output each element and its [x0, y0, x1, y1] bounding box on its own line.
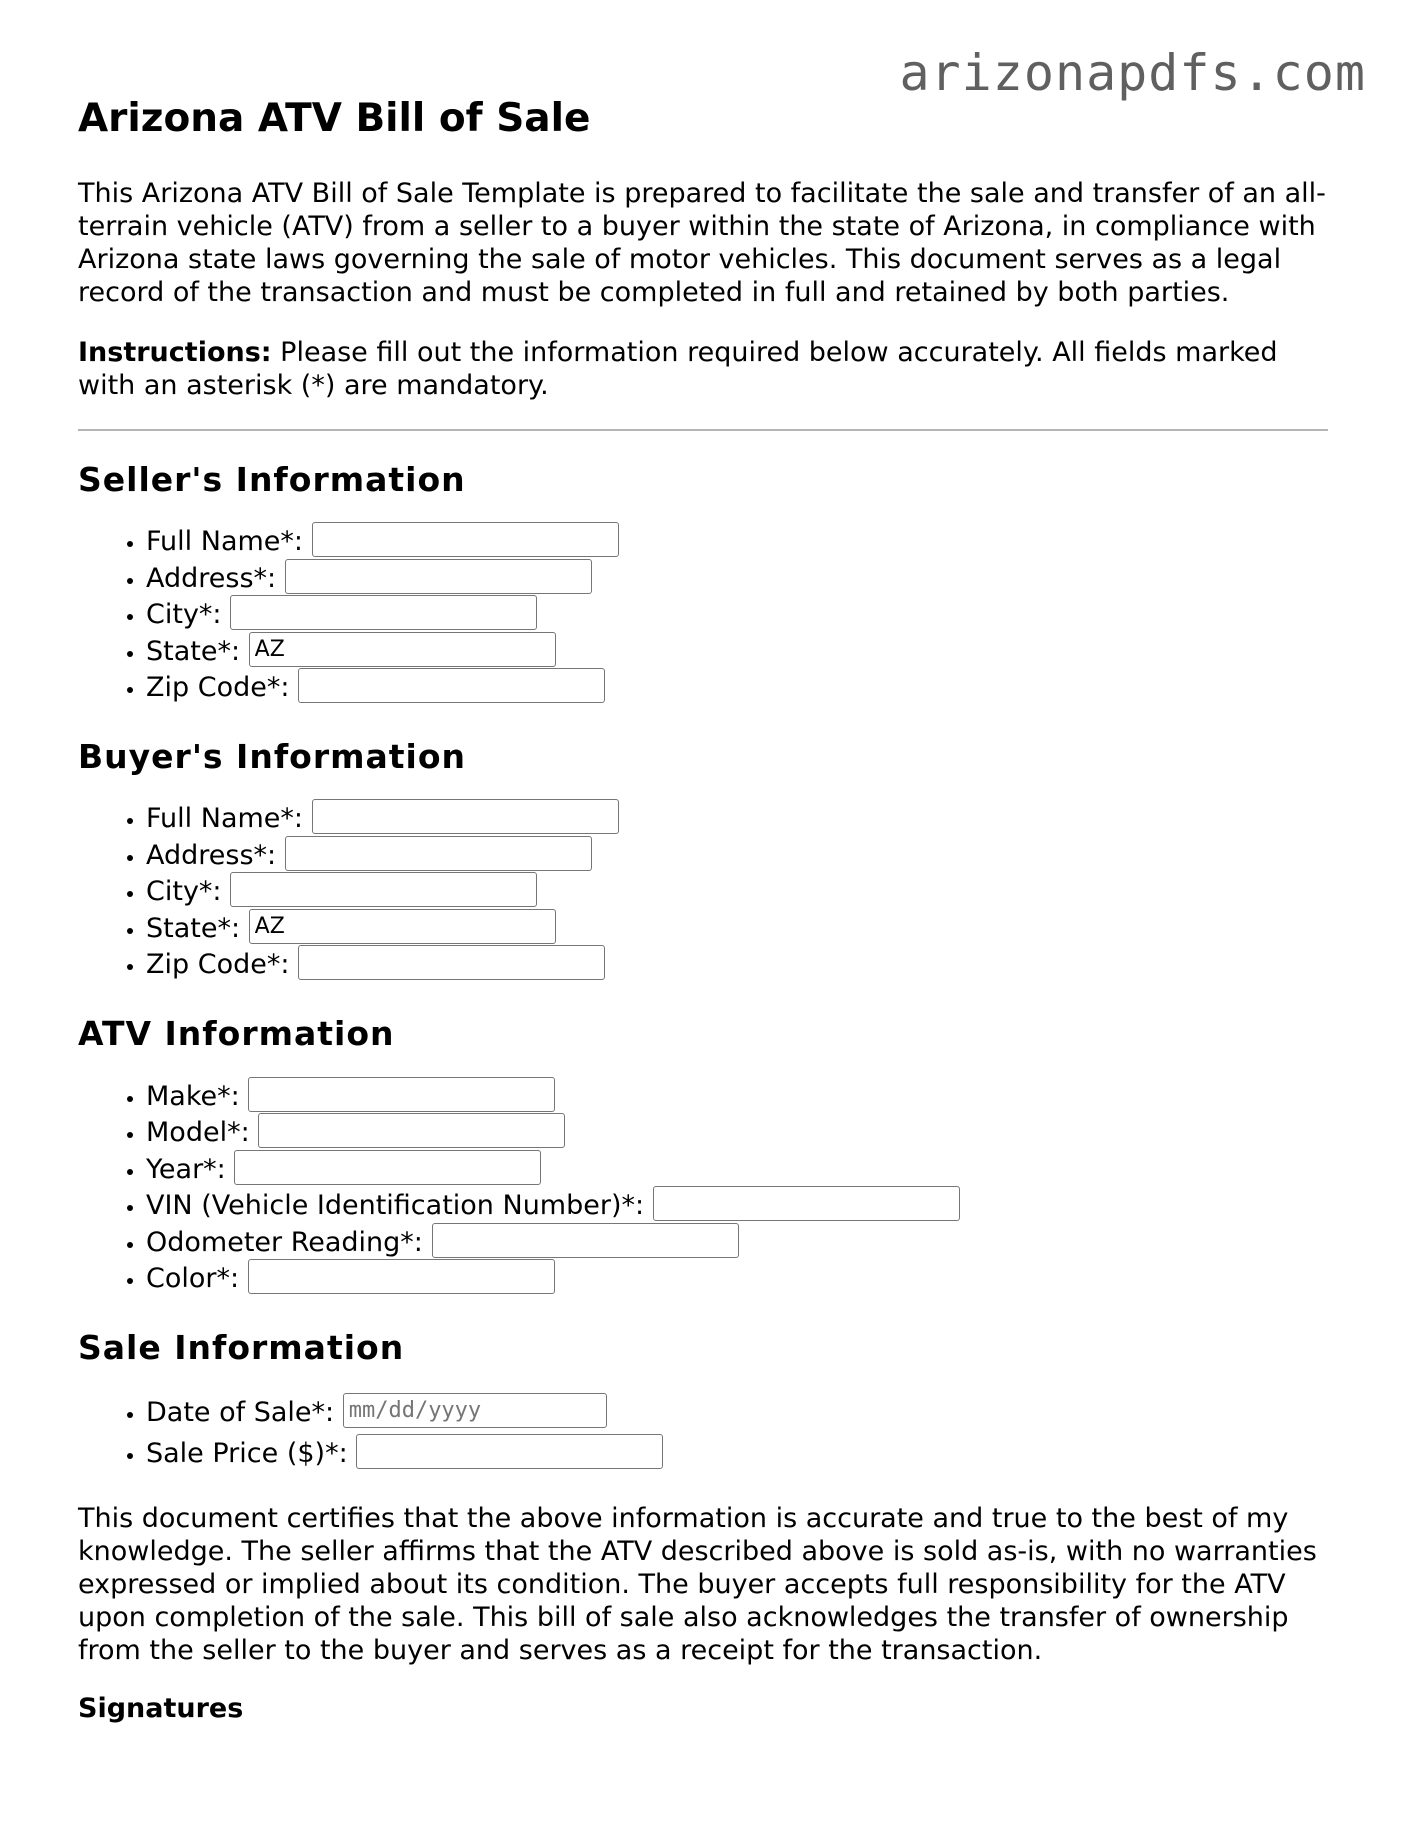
atv-model-input[interactable] [258, 1113, 565, 1148]
seller-zip-label: Zip Code*: [146, 672, 290, 704]
instructions-paragraph [78, 336, 1328, 402]
atv-heading: ATV Information [78, 1013, 395, 1053]
seller-address-label: Address*: [146, 562, 277, 594]
atv-color-item [146, 1261, 1328, 1298]
sale-date-input[interactable] [343, 1393, 607, 1428]
seller-heading: Seller's Information [78, 459, 466, 499]
sale-price-item [146, 1433, 1328, 1474]
watermark: arizonapdfs.com [899, 44, 1366, 102]
atv-model-label: Model*: [146, 1117, 250, 1149]
sale-price-label: Sale Price ($)*: [146, 1438, 348, 1470]
atv-odometer-label: Odometer Reading*: [146, 1226, 423, 1258]
atv-make-input[interactable] [248, 1077, 555, 1112]
certification-paragraph: This document certifies that the above information is accurate and true to the best of my knowledge. The seller affirms that the ATV described above is sold as-is, with no warranties expressed or implied about its condition. The buyer accepts full responsibility for the ATV upon completion of the sale. This bill of sale also acknowledges the transfer of ownership from the seller to the buyer and serves as a receipt for the transaction. [78, 1503, 1317, 1667]
signatures-heading: Signatures [78, 1693, 244, 1725]
buyer-full-name-label: Full Name*: [146, 803, 304, 835]
document-body [78, 96, 1328, 1724]
seller-city-item [146, 597, 1328, 634]
atv-year-item [146, 1152, 1328, 1189]
seller-full-name-item [146, 524, 1328, 561]
atv-year-label: Year*: [146, 1153, 226, 1185]
divider [78, 429, 1328, 431]
buyer-state-input[interactable] [249, 909, 556, 944]
atv-color-label: Color*: [146, 1263, 240, 1295]
buyer-city-input[interactable] [230, 872, 537, 907]
seller-city-label: City*: [146, 599, 222, 631]
atv-color-input[interactable] [248, 1259, 555, 1294]
buyer-state-item [146, 911, 1328, 948]
sale-fields [78, 1392, 1328, 1474]
sale-date-item [146, 1392, 1328, 1433]
seller-address-input[interactable] [285, 559, 592, 594]
sale-date-label: Date of Sale*: [146, 1397, 335, 1429]
instructions-label: Instructions: [78, 336, 272, 368]
atv-vin-item [146, 1188, 1328, 1225]
buyer-full-name-input[interactable] [312, 799, 619, 834]
buyer-city-item [146, 874, 1328, 911]
buyer-zip-label: Zip Code*: [146, 949, 290, 981]
atv-vin-label: VIN (Vehicle Identification Number)*: [146, 1190, 645, 1222]
seller-state-item [146, 634, 1328, 671]
atv-year-input[interactable] [234, 1150, 541, 1185]
seller-zip-item [146, 670, 1328, 707]
seller-state-input[interactable] [249, 632, 556, 667]
page-title: Arizona ATV Bill of Sale [78, 96, 591, 141]
atv-odometer-item [146, 1225, 1328, 1262]
buyer-city-label: City*: [146, 876, 222, 908]
buyer-fields [78, 801, 1328, 984]
seller-full-name-input[interactable] [312, 522, 619, 557]
seller-state-label: State*: [146, 635, 241, 667]
buyer-address-item [146, 838, 1328, 875]
buyer-state-label: State*: [146, 912, 241, 944]
buyer-zip-item [146, 947, 1328, 984]
atv-vin-input[interactable] [653, 1186, 960, 1221]
buyer-address-label: Address*: [146, 839, 277, 871]
sale-price-input[interactable] [356, 1434, 663, 1469]
buyer-full-name-item [146, 801, 1328, 838]
seller-full-name-label: Full Name*: [146, 526, 304, 558]
atv-model-item [146, 1115, 1328, 1152]
seller-fields [78, 524, 1328, 707]
atv-make-item [146, 1079, 1328, 1116]
sale-heading: Sale Information [78, 1327, 405, 1367]
seller-zip-input[interactable] [298, 668, 605, 703]
buyer-heading: Buyer's Information [78, 736, 467, 776]
intro-paragraph: This Arizona ATV Bill of Sale Template is prepared to facilitate the sale and transfer of an all-terrain vehicle (ATV) from a seller to a buyer within the state of Arizona, in compliance with Arizona state laws governing the sale of motor vehicles. This document serves as a legal record of the transaction and must be completed in full and retained by both parties. [78, 177, 1326, 308]
atv-fields [78, 1079, 1328, 1298]
atv-odometer-input[interactable] [432, 1223, 739, 1258]
atv-make-label: Make*: [146, 1080, 240, 1112]
seller-address-item [146, 561, 1328, 598]
buyer-zip-input[interactable] [298, 945, 605, 980]
seller-city-input[interactable] [230, 595, 537, 630]
buyer-address-input[interactable] [285, 836, 592, 871]
instructions-text: Please fill out the information required below accurately. All fields marked with an asterisk (*) are mandatory. [78, 336, 1278, 401]
